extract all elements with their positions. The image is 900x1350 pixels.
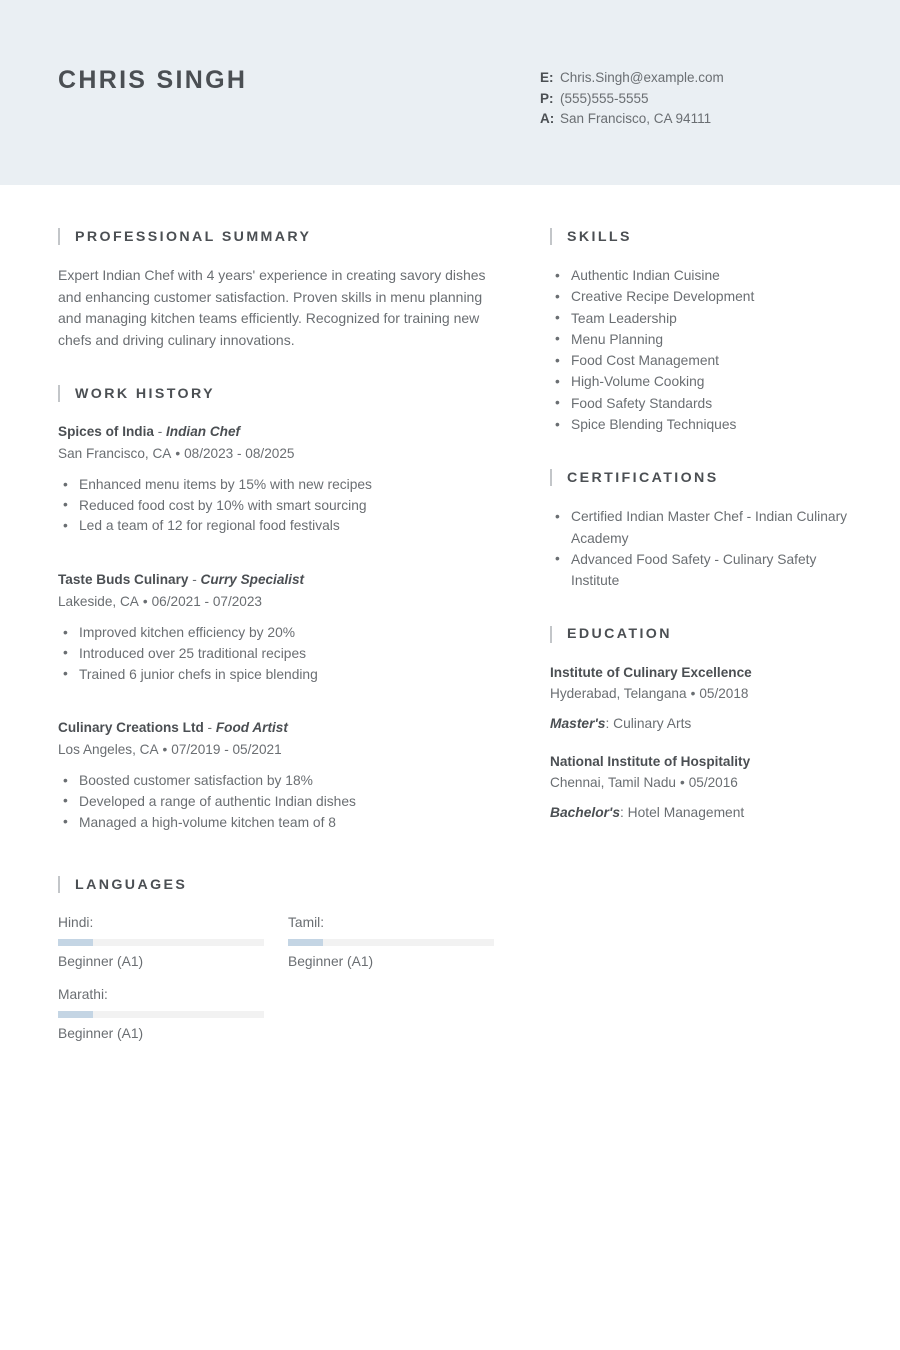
language-name: Tamil: — [288, 915, 325, 931]
education-school: National Institute of Hospitality — [550, 753, 751, 769]
work-entry-title — [58, 718, 494, 738]
accent-bar-icon — [58, 385, 60, 402]
work-entry — [58, 718, 494, 833]
language-item — [58, 913, 264, 972]
page-title: CHRIS SINGH — [58, 66, 248, 94]
language-level: Beginner (A1) — [58, 954, 144, 970]
list-item: • Spice Blending Techniques — [550, 414, 850, 435]
work-role: Curry Specialist — [200, 572, 305, 588]
education-entry — [550, 663, 850, 734]
work-dates: 06/2021 - 07/2023 — [151, 594, 262, 610]
section-heading-summary — [58, 228, 494, 245]
email-icon: E: — [540, 70, 554, 85]
accent-bar-icon — [550, 228, 552, 245]
section-work-history — [58, 385, 494, 833]
section-heading-work — [58, 385, 494, 402]
work-bullet-list — [58, 623, 494, 685]
accent-bar-icon — [550, 626, 552, 643]
section-languages — [58, 876, 494, 1057]
work-entry-meta — [58, 739, 494, 760]
language-grid — [58, 913, 494, 1057]
work-company: Taste Buds Culinary — [58, 572, 189, 588]
language-progress-track — [58, 1011, 264, 1018]
list-item: • Reduced food cost by 10% with smart sourcing — [58, 496, 494, 517]
section-professional-summary — [58, 228, 494, 351]
resume-header — [0, 0, 900, 185]
list-item: • Food Safety Standards — [550, 393, 850, 414]
bullet-separator-icon: • — [175, 446, 181, 461]
list-item: • Trained 6 junior chefs in spice blending — [58, 665, 494, 686]
accent-bar-icon — [58, 228, 60, 245]
education-school: Institute of Culinary Excellence — [550, 664, 752, 680]
spacer — [550, 435, 850, 469]
work-dates: 07/2019 - 05/2021 — [171, 742, 282, 758]
section-heading-languages — [58, 876, 494, 893]
work-bullet-list — [58, 475, 494, 537]
list-item: • Authentic Indian Cuisine — [550, 265, 850, 286]
language-level: Beginner (A1) — [58, 1026, 144, 1042]
left-column — [58, 228, 494, 1057]
education-entry — [550, 752, 850, 823]
list-item: • Creative Recipe Development — [550, 286, 850, 307]
list-item: • Food Cost Management — [550, 350, 850, 371]
spacer — [58, 351, 494, 385]
section-heading-skills — [550, 228, 850, 245]
list-item: • Managed a high-volume kitchen team of 8 — [58, 813, 494, 834]
list-item: • Improved kitchen efficiency by 20% — [58, 623, 494, 644]
skills-list — [550, 265, 850, 435]
work-bullet-list — [58, 771, 494, 833]
education-meta — [550, 772, 850, 793]
section-title-text: CERTIFICATIONS — [567, 469, 719, 486]
work-separator: - — [153, 424, 167, 439]
accent-bar-icon — [550, 469, 552, 486]
language-item — [58, 985, 264, 1044]
language-progress-fill — [58, 1011, 93, 1018]
education-location: Hyderabad, Telangana — [550, 685, 687, 701]
spacer — [58, 554, 494, 570]
list-item: • Boosted customer satisfaction by 18% — [58, 771, 494, 792]
education-location: Chennai, Tamil Nadu — [550, 774, 676, 790]
language-progress-fill — [288, 939, 323, 946]
work-location: Lakeside, CA — [58, 594, 139, 610]
section-heading-education — [550, 626, 850, 643]
contact-block — [540, 68, 870, 130]
address-value: San Francisco, CA 94111 — [560, 111, 712, 127]
education-degree-label: Bachelor's — [550, 804, 620, 820]
phone-icon: P: — [540, 90, 554, 106]
list-item: • Led a team of 12 for regional food festivals — [58, 516, 494, 537]
education-date: 05/2016 — [688, 774, 738, 790]
list-item: • Developed a range of authentic Indian dishes — [58, 792, 494, 813]
language-item — [288, 913, 494, 972]
section-title-text: PROFESSIONAL SUMMARY — [75, 228, 312, 245]
phone-value[interactable]: (555)555-5555 — [560, 90, 649, 106]
education-degree-field: : Culinary Arts — [605, 715, 692, 731]
work-location: San Francisco, CA — [58, 446, 172, 461]
section-certifications — [550, 469, 850, 591]
list-item: • Introduced over 25 traditional recipes — [58, 644, 494, 665]
language-level: Beginner (A1) — [288, 954, 374, 970]
accent-bar-icon — [58, 876, 60, 893]
list-item: • Enhanced menu items by 15% with new recipes — [58, 475, 494, 496]
work-entry — [58, 570, 494, 685]
work-separator: - — [188, 572, 201, 588]
work-location: Los Angeles, CA — [58, 742, 159, 758]
bullet-separator-icon: • — [162, 742, 168, 758]
language-progress-track — [288, 939, 494, 946]
work-entry — [58, 422, 494, 537]
list-item: • Certified Indian Master Chef - Indian Culinary Academy — [550, 506, 850, 549]
list-item: • Advanced Food Safety - Culinary Safety Institute — [550, 549, 850, 592]
education-meta — [550, 683, 850, 704]
summary-paragraph: Expert Indian Chef with 4 years' experience in creating savory dishes and enhancing customer satisfaction. Proven skills in menu planning and managing kitchen teams efficiently. Recognized for training new chefs and driving culinary innovations. — [58, 267, 486, 348]
work-role: Food Artist — [215, 720, 288, 736]
work-entry-meta — [58, 443, 494, 464]
work-entry-title — [58, 570, 494, 590]
section-title-text: LANGUAGES — [75, 876, 188, 893]
section-education — [550, 626, 850, 823]
contact-row-address — [540, 109, 870, 130]
certifications-list — [550, 506, 850, 591]
education-degree-label: Master's — [550, 715, 606, 731]
work-company: Spices of India — [58, 424, 154, 439]
language-progress-fill — [58, 939, 93, 946]
spacer — [58, 702, 494, 718]
right-column — [550, 228, 850, 841]
work-role: Indian Chef — [166, 424, 241, 439]
list-item: • High-Volume Cooking — [550, 371, 850, 392]
contact-row-email — [540, 68, 870, 89]
section-heading-certifications — [550, 469, 850, 486]
contact-row-phone — [540, 89, 870, 110]
email-value[interactable]: Chris.Singh@example.com — [560, 70, 724, 85]
section-title-text: WORK HISTORY — [75, 385, 215, 402]
section-skills — [550, 228, 850, 435]
work-separator: - — [203, 720, 216, 736]
work-entry-title — [58, 422, 494, 442]
bullet-separator-icon: • — [679, 774, 685, 790]
education-degree-field: : Hotel Management — [620, 804, 745, 820]
address-icon: A: — [540, 111, 555, 127]
spacer — [550, 592, 850, 626]
spacer — [58, 850, 494, 876]
section-title-text: SKILLS — [567, 228, 632, 245]
list-item: • Team Leadership — [550, 308, 850, 329]
bullet-separator-icon: • — [142, 594, 148, 610]
list-item: • Menu Planning — [550, 329, 850, 350]
language-name: Marathi: — [58, 987, 108, 1003]
section-title-text: EDUCATION — [567, 626, 672, 643]
language-progress-track — [58, 939, 264, 946]
education-date: 05/2018 — [699, 685, 749, 701]
work-entry-meta — [58, 591, 494, 612]
education-degree — [550, 713, 850, 734]
work-company: Culinary Creations Ltd — [58, 720, 204, 736]
education-degree — [550, 802, 850, 823]
language-name: Hindi: — [58, 915, 94, 931]
bullet-separator-icon: • — [690, 685, 696, 701]
work-dates: 08/2023 - 08/2025 — [184, 446, 295, 461]
